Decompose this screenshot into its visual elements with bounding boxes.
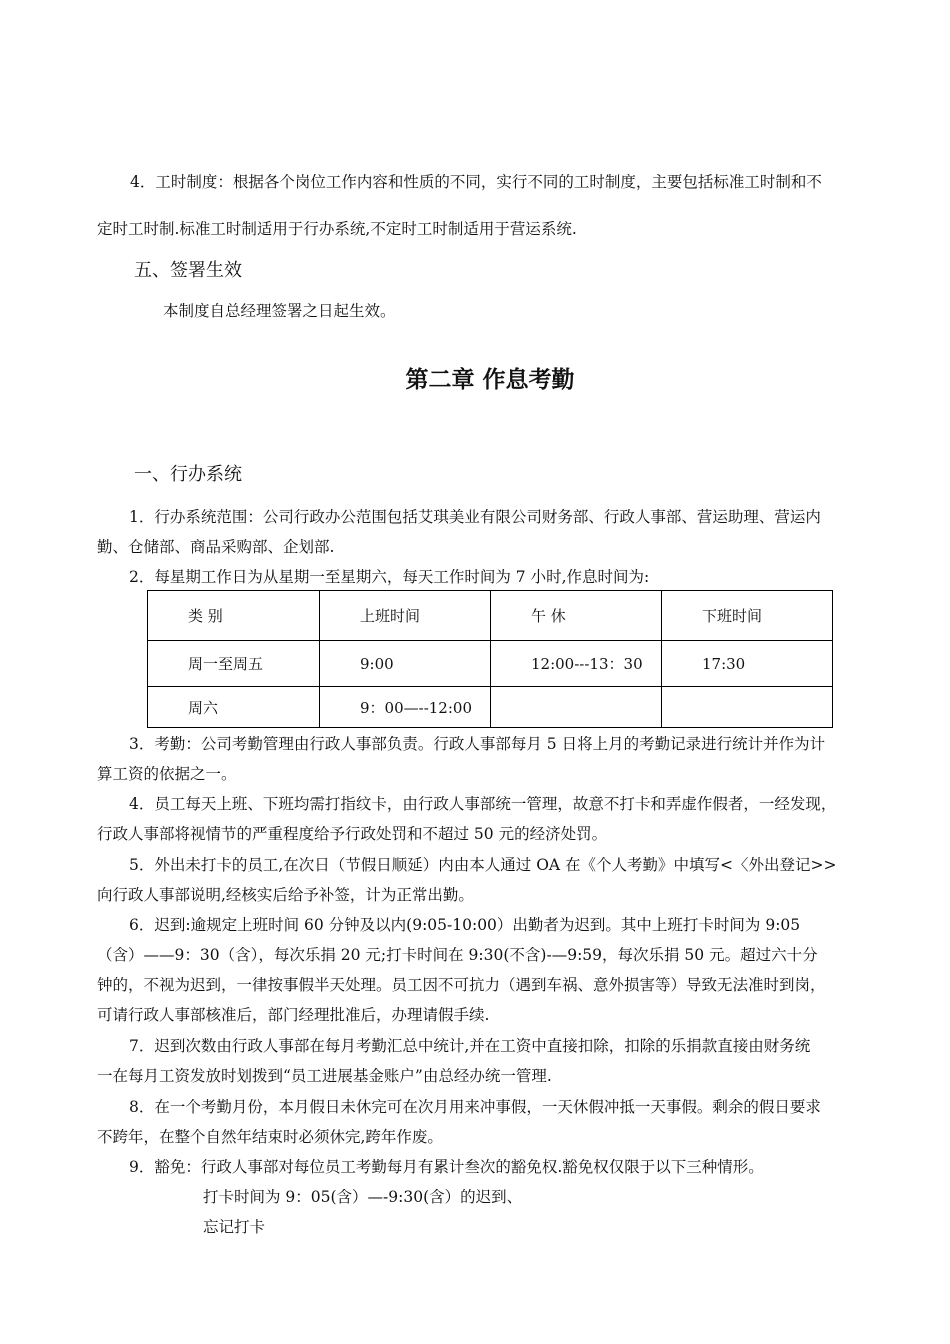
item-3-line2: 算工资的依据之一。 xyxy=(97,765,237,783)
item-1-line2: 勤、仓储部、商品采购部、企划部. xyxy=(97,538,335,556)
cell-weekday-end: 17:30 xyxy=(662,641,833,687)
chapter-title: 第二章 作息考勤 xyxy=(405,367,575,393)
cell-saturday-end xyxy=(662,687,833,728)
item-4-line2: 行政人事部将视情节的严重程度给予行政处罚和不超过 50 元的经济处罚。 xyxy=(97,825,608,843)
cell-saturday-start: 9：00—--12:00 xyxy=(320,687,491,728)
item-2: 2．每星期工作日为从星期一至星期六，每天工作时间为 7 小时,作息时间为: xyxy=(129,568,650,586)
item-8-line1: 8．在一个考勤月份，本月假日未休完可在次月用来冲事假，一天休假冲抵一天事假。剩余的假日要求 xyxy=(129,1098,821,1116)
section-admin-title: 一、行办系统 xyxy=(134,464,242,485)
table-row xyxy=(148,687,833,728)
section-sign-text: 本制度自总经理签署之日起生效。 xyxy=(163,302,396,320)
cell-saturday: 周六 xyxy=(148,687,320,728)
item-7-line2: 一在每月工资发放时划拨到“员工进展基金账户”由总经办统一管理. xyxy=(97,1067,552,1085)
item-6-line3: 钟的，不视为迟到，一律按事假半天处理。员工因不可抗力（遇到车祸、意外损害等）导致无法准时到岗， xyxy=(97,976,826,994)
schedule-table xyxy=(147,590,833,728)
item-5-line2: 向行政人事部说明,经核实后给予补签，计为正常出勤。 xyxy=(97,886,474,904)
table-header-row xyxy=(148,591,833,641)
item-6-line1: 6．迟到:逾规定上班时间 60 分钟及以内(9:05-10:00）出勤者为迟到。其中上班打卡时间为 9:05 xyxy=(129,916,801,934)
item-1-line1: 1．行办系统范围：公司行政办公范围包括艾琪美业有限公司财务部、行政人事部、营运助理、营运内 xyxy=(129,508,821,526)
cell-weekday-start: 9:00 xyxy=(320,641,491,687)
item-5-line1: 5．外出未打卡的员工,在次日（节假日顺延）内由本人通过 OA 在《个人考勤》中填写<〈外出登记>> xyxy=(129,856,837,874)
item-6-line4: 可请行政人事部核准后，部门经理批准后，办理请假手续. xyxy=(97,1006,490,1024)
header-cell-break: 午 休 xyxy=(491,591,662,641)
para-work-hours-line2: 定时工时制.标准工时制适用于行办系统,不定时工时制适用于营运系统. xyxy=(97,220,577,238)
item-3-line1: 3．考勤：公司考勤管理由行政人事部负责。行政人事部每月 5 日将上月的考勤记录进行统计并作为计 xyxy=(129,735,826,753)
item-9-case-2: 忘记打卡 xyxy=(203,1218,266,1236)
header-cell-end: 下班时间 xyxy=(662,591,833,641)
cell-weekday-break: 12:00---13：30 xyxy=(491,641,662,687)
cell-weekday: 周一至周五 xyxy=(148,641,320,687)
item-4-line1: 4．员工每天上班、下班均需打指纹卡，由行政人事部统一管理，故意不打卡和弄虚作假者，一经发现， xyxy=(129,795,837,813)
item-7-line1: 7．迟到次数由行政人事部在每月考勤汇总中统计,并在工资中直接扣除，扣除的乐捐款直接由财务统 xyxy=(129,1037,811,1055)
item-9: 9．豁免：行政人事部对每位员工考勤每月有累计叁次的豁免权.豁免权仅限于以下三种情形。 xyxy=(129,1158,764,1176)
item-6-line2: （含）——9：30（含），每次乐捐 20 元;打卡时间在 9:30(不含)-—9:59，每次乐捐 50 元。超过六十分 xyxy=(97,946,818,964)
item-9-case-1: 打卡时间为 9：05(含）—-9:30(含）的迟到、 xyxy=(203,1188,523,1206)
table-row xyxy=(148,641,833,687)
para-work-hours-line1: 4．工时制度：根据各个岗位工作内容和性质的不同，实行不同的工时制度，主要包括标准工时制和不 xyxy=(130,173,822,191)
item-8-line2: 不跨年，在整个自然年结束时必须休完,跨年作废。 xyxy=(97,1128,443,1146)
cell-saturday-break xyxy=(491,687,662,728)
section-sign-title: 五、签署生效 xyxy=(134,260,242,281)
header-cell-category: 类 别 xyxy=(148,591,320,641)
header-cell-start: 上班时间 xyxy=(320,591,491,641)
